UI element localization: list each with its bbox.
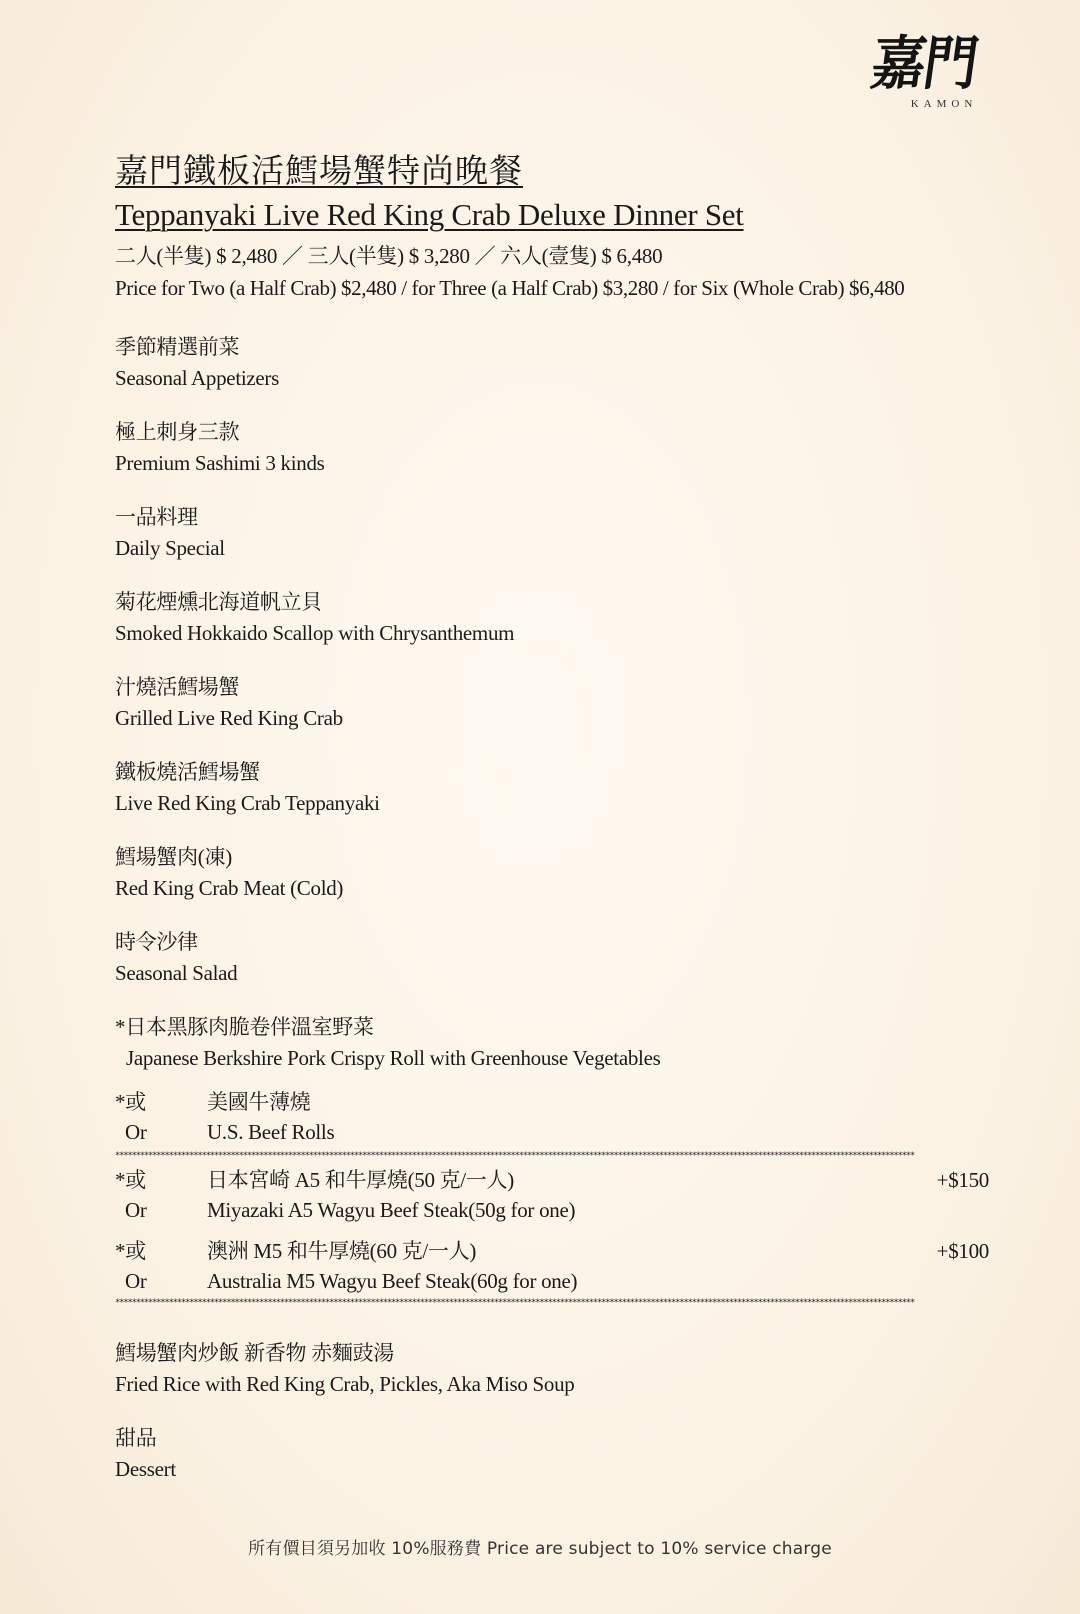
course-name-chinese: 汁燒活鱈場蟹: [115, 675, 240, 699]
course-name-english: Seasonal Appetizers: [115, 366, 280, 390]
course-name-english: Japanese Berkshire Pork Crispy Roll with Greenhouse Vegetables: [126, 1046, 661, 1070]
logo-wordmark: KAMON: [910, 98, 978, 110]
course-item: [115, 587, 995, 649]
course-name-english: Smoked Hokkaido Scallop with Chrysanthemum: [115, 621, 515, 645]
option-name-chinese: 美國牛薄燒: [207, 1090, 311, 1114]
menu-content: [115, 150, 995, 1485]
price-line-english: Price for Two (a Half Crab) $2,480 / for Three (a Half Crab) $3,280 / for Six (Whole Crab) $6,480: [115, 276, 905, 300]
option-name-english: Australia M5 Wagyu Beef Steak(60g for one): [207, 1269, 578, 1293]
course-name-chinese: 鱈場蟹肉(凍): [115, 845, 232, 869]
option-marker-chinese: *或: [115, 1239, 146, 1263]
course-item: [115, 1012, 995, 1074]
course-name-chinese: 時令沙律: [115, 930, 198, 954]
course-name-english: Red King Crab Meat (Cold): [115, 876, 344, 900]
upgrade-option: [115, 1236, 995, 1296]
option-name-english: Miyazaki A5 Wagyu Beef Steak(50g for one): [207, 1198, 576, 1222]
option-name-english: U.S. Beef Rolls: [207, 1120, 335, 1144]
option-marker-english: Or: [125, 1120, 147, 1144]
option-marker-english: Or: [125, 1269, 147, 1293]
asterisk-divider: **************************************************************************************************************************************************************************************************: [115, 1151, 914, 1161]
course-item: [115, 842, 995, 904]
course-name-english: Fried Rice with Red King Crab, Pickles, Aka Miso Soup: [115, 1372, 575, 1396]
price-line-chinese: 二人(半隻) $ 2,480 ／ 三人(半隻) $ 3,280 ／ 六人(壹隻) $ 6,480: [115, 244, 663, 268]
course-name-chinese: 甜品: [115, 1426, 157, 1450]
course-name-english: Premium Sashimi 3 kinds: [115, 451, 325, 475]
alternative-option: [115, 1087, 995, 1147]
course-name-chinese: *日本黑豚肉脆卷伴溫室野菜: [115, 1015, 374, 1039]
course-name-chinese: 一品料理: [115, 505, 198, 529]
course-name-english: Dessert: [115, 1457, 176, 1481]
option-name-chinese: 日本宮崎 A5 和牛厚燒(50 克/一人): [207, 1168, 514, 1192]
course-name-english: Daily Special: [115, 536, 225, 560]
course-name-english: Seasonal Salad: [115, 961, 238, 985]
course-item: [115, 332, 995, 394]
course-item: [115, 1338, 995, 1400]
course-name-english: Grilled Live Red King Crab: [115, 706, 343, 730]
course-item: [115, 417, 995, 479]
option-name-chinese: 澳洲 M5 和牛厚燒(60 克/一人): [207, 1239, 477, 1263]
course-name-english: Live Red King Crab Teppanyaki: [115, 791, 380, 815]
course-item: [115, 757, 995, 819]
asterisk-divider: **************************************************************************************************************************************************************************************************: [115, 1298, 914, 1308]
course-name-chinese: 鐵板燒活鱈場蟹: [115, 760, 260, 784]
course-item: [115, 927, 995, 989]
kamon-logo: [864, 28, 984, 110]
course-item: [115, 502, 995, 564]
option-marker-chinese: *或: [115, 1090, 146, 1114]
upgrade-option: [115, 1165, 995, 1225]
course-item: [115, 1423, 995, 1485]
course-name-chinese: 極上刺身三款: [115, 420, 240, 444]
logo-calligraphy: 嘉門: [867, 28, 981, 98]
upgrade-price: +$100: [936, 1239, 989, 1263]
course-name-chinese: 鱈場蟹肉炒飯 新香物 赤麵豉湯: [115, 1341, 394, 1365]
upgrade-price: +$150: [936, 1168, 989, 1192]
option-marker-chinese: *或: [115, 1168, 146, 1192]
course-name-chinese: 季節精選前菜: [115, 335, 240, 359]
course-item: [115, 672, 995, 734]
menu-title-english: Teppanyaki Live Red King Crab Deluxe Dinner Set: [115, 197, 744, 232]
menu-title-chinese: 嘉門鐵板活鱈場蟹特尚晚餐: [115, 151, 523, 190]
option-marker-english: Or: [125, 1198, 147, 1222]
course-name-chinese: 菊花煙燻北海道帆立貝: [115, 590, 322, 614]
service-charge-note: 所有價目須另加收 10%服務費 Price are subject to 10% service charge: [248, 1539, 832, 1559]
